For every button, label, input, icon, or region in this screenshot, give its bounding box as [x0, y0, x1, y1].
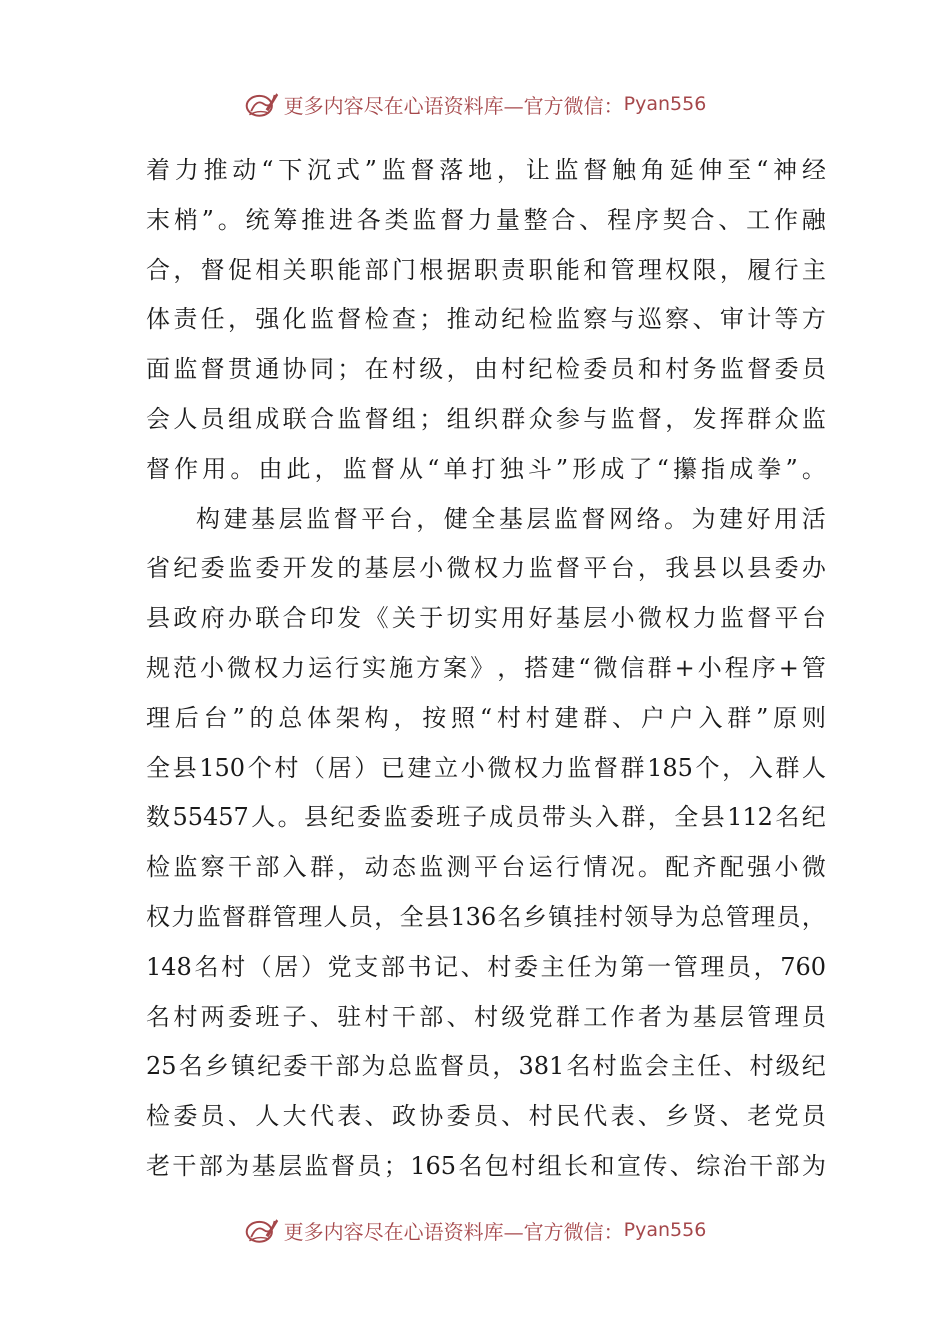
body-line: 全 县 150 个 村 （ 居 ） 已 建 立 小 微 权 力 监 督 群 185 个 ， 入 群 人: [146, 753, 826, 782]
body-line: 25 名 乡 镇 纪 委 干 部 为 总 监 督 员 ， 381 名 村 监 会 主 任 、 村 级 纪: [146, 1052, 826, 1081]
pen-signature-icon: [244, 86, 280, 122]
watermark-banner-top: [0, 84, 950, 124]
body-line: 数 55457 人 。 县 纪 委 监 委 班 子 成 员 带 头 入 群 ， 全 县 112 名 纪: [146, 803, 826, 832]
body-line: 权 力 监 督 群 管 理 人 员 ， 全 县 136 名 乡 镇 挂 村 领 导 为 总 管 理 员 ，: [146, 902, 826, 931]
watermark-text: 更多内容尽在心语资料库—官方微信：: [283, 93, 624, 118]
body-line: 构 建 基 层 监 督 平 台 ， 健 全 基 层 监 督 网 络 。 为 建 好 用 活: [196, 504, 826, 533]
body-line: 会 人 员 组 成 联 合 监 督 组 ； 组 织 群 众 参 与 监 督 ， 发 挥 群 众 监: [146, 404, 826, 433]
body-line: 县 政 府 办 联 合 印 发 《 关 于 切 实 用 好 基 层 小 微 权 力 监 督 平 台: [146, 604, 826, 633]
body-line: 理 后 台 ” 的 总 体 架 构 ， 按 照 “ 村 村 建 群 、 户 户 入 群 ” 原 则: [146, 703, 826, 732]
watermark-text: 更多内容尽在心语资料库—官方微信：: [283, 1219, 624, 1244]
body-line: 规 范 小 微 权 力 运 行 实 施 方 案 》 ， 搭 建 “ 微 信 群 + 小 程 序 + 管: [146, 653, 826, 682]
watermark-banner-bottom: [0, 1210, 950, 1250]
body-line: 检 监 察 干 部 入 群 ， 动 态 监 测 平 台 运 行 情 况 。 配 齐 配 强 小 微: [146, 853, 826, 882]
watermark-code: Pyan556: [623, 93, 707, 115]
body-line: 148 名 村 （ 居 ） 党 支 部 书 记 、 村 委 主 任 为 第 一 管 理 员 ， 760: [146, 952, 826, 981]
watermark-code: Pyan556: [623, 1219, 707, 1241]
body-line: 督 作 用 。 由 此 ， 监 督 从 “ 单 打 独 斗 ” 形 成 了 “ 攥 指 成 拳 ” 。: [146, 454, 826, 483]
body-line: 体 责 任 ， 强 化 监 督 检 查 ； 推 动 纪 检 监 察 与 巡 察 、 审 计 等 方: [146, 305, 826, 334]
body-line: 末 梢 ” 。 统 筹 推 进 各 类 监 督 力 量 整 合 、 程 序 契 合 、 工 作 融: [146, 205, 826, 234]
body-line: 名 村 两 委 班 子 、 驻 村 干 部 、 村 级 党 群 工 作 者 为 基 层 管 理 员: [146, 1002, 826, 1031]
document-body: [146, 146, 826, 1192]
body-line: 面 监 督 贯 通 协 同 ； 在 村 级 ， 由 村 纪 检 委 员 和 村 务 监 督 委 员: [146, 355, 826, 384]
pen-signature-icon: [244, 1212, 280, 1248]
body-line: 省 纪 委 监 委 开 发 的 基 层 小 微 权 力 监 督 平 台 ， 我 县 以 县 委 办: [146, 554, 826, 583]
body-line: 老 干 部 为 基 层 监 督 员 ； 165 名 包 村 组 长 和 宣 传 、 综 治 干 部 为: [146, 1151, 826, 1180]
body-line: 合 ， 督 促 相 关 职 能 部 门 根 据 职 责 职 能 和 管 理 权 限 ， 履 行 主: [146, 255, 826, 284]
body-line: 检 委 员 、 人 大 代 表 、 政 协 委 员 、 村 民 代 表 、 乡 贤 、 老 党 员: [146, 1102, 826, 1131]
body-line: 着 力 推 动 “ 下 沉 式 ” 监 督 落 地 ， 让 监 督 触 角 延 伸 至 “ 神 经: [146, 156, 826, 184]
